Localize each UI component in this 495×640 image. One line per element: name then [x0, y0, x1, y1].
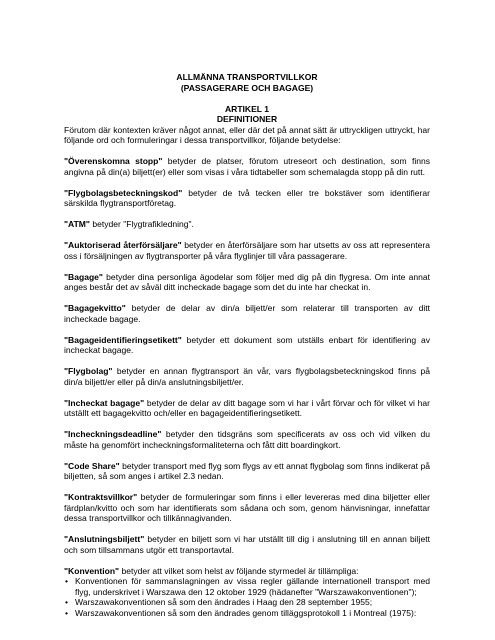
- definition-paragraph: [64, 335, 430, 356]
- definition-term: "Incheckat bagage": [64, 397, 145, 408]
- definition-term: "Överenskomna stopp": [64, 156, 163, 166]
- document-title: [64, 72, 430, 125]
- convention-list: [64, 576, 430, 618]
- list-item: [64, 576, 430, 597]
- title-line-1: ALLMÄNNA TRANSPORTVILLKOR: [176, 72, 318, 82]
- list-item-text: Warszawakonventionen så som den ändrades genom tilläggsprotokoll 1 i Montreal (1975):: [75, 607, 417, 618]
- definition-text: betyder de formuleringar som finns i eller levereras med dina biljetter eller färdplan/kvitto och som har identifierats som sådana och som, genom hänvisningar, innefattar dessa transportvillkor och tillkännagivanden.: [64, 492, 430, 523]
- definition-term: "Konvention": [64, 565, 120, 576]
- definition-term: "Flygbolagsbeteckningskod": [64, 187, 183, 198]
- definition-paragraph: [64, 461, 430, 482]
- definition-text: betyder dina personliga ägodelar som följer med dig på din flygresa. Om inte annat anges består det av såväl ditt incheckade bagage som det du inte har checkat in.: [64, 271, 430, 292]
- definition-text: betyder ett dokument som utställs enbart för identifiering av incheckat bagage.: [64, 334, 430, 355]
- definition-paragraph: [64, 188, 430, 209]
- definition-text: betyder transport med flyg som flygs av ett annat flygbolag som finns indikerat på biljetten, så som anges i artikel 2.3 nedan.: [64, 460, 430, 481]
- definition-term: "Bagageidentifieringsetikett": [64, 334, 182, 345]
- definition-paragraph: [64, 366, 430, 387]
- bullet-icon: •: [65, 607, 68, 618]
- definition-text: betyder en biljett som vi har utställt till dig i anslutning till en annan biljett och som tillsammans utgör ett transportavtal.: [64, 534, 430, 555]
- bullet-icon: •: [65, 597, 68, 607]
- definition-term: "Flygbolag": [64, 366, 113, 376]
- definition-text: betyder "Flygtrafikledning".: [89, 219, 194, 229]
- definition-paragraph: [64, 429, 430, 450]
- definition-paragraph: [64, 534, 430, 555]
- definition-text: betyder att vilket som helst av följande styrmedel är tillämpliga:: [119, 565, 359, 576]
- definition-term: "ATM": [64, 219, 90, 229]
- article-subheading: DEFINITIONER: [216, 114, 278, 124]
- definition-term: "Kontraktsvillkor": [64, 492, 138, 502]
- definition-term: "Auktoriserad återförsäljare": [64, 240, 182, 250]
- definition-paragraph: [64, 492, 430, 524]
- list-item: [64, 608, 430, 619]
- definition-paragraph: [64, 240, 430, 261]
- definition-term: "Anslutningsbiljett": [64, 534, 145, 544]
- title-line-2: (PASSAGERARE OCH BAGAGE): [180, 82, 314, 93]
- definition-term: "Code Share": [64, 460, 120, 471]
- bullet-icon: •: [65, 576, 68, 586]
- list-item-text: Konventionen för sammanslagningen av vissa regler gällande internationell transport med flyg, underskrivet i Warszawa den 12 oktober 1929 (hädanefter "Warszawakonventionen");: [75, 576, 430, 597]
- definition-paragraph: [64, 398, 430, 419]
- document-page: [64, 72, 430, 618]
- definition-paragraph: [64, 272, 430, 293]
- definition-text: betyder en annan flygtransport än vår, vars flygbolagsbeteckningskod finns på din/a biljett/er eller på din/a anslutningsbiljett/er.: [64, 366, 430, 387]
- definition-paragraph: [64, 219, 430, 230]
- definition-term: "Incheckningsdeadline": [64, 429, 162, 439]
- definition-text: betyder de delar av ditt bagage som vi har i vårt förvar och för vilket vi har utställt ett bagagekvitto och/eller en bagageidentifieringsetikett.: [64, 397, 430, 418]
- definition-text: betyder de delar av din/a biljett/er som relaterar till transporten av ditt incheckade bagage.: [64, 303, 430, 324]
- list-item-text: Warszawakonventionen så som den ändrades i Haag den 28 september 1955;: [75, 597, 373, 607]
- definition-paragraph: [64, 303, 430, 324]
- convention-paragraph: [64, 566, 430, 577]
- intro-paragraph: Förutom där kontexten kräver något annat, eller där det på annat sätt är uttryckligen uttryckt, har följande ord och formuleringar i dessa transportvillkor, följande betydelse:: [64, 124, 430, 145]
- definition-term: "Bagagekvitto": [64, 303, 126, 313]
- definition-text: betyder en återförsäljare som har utsetts av oss att representera oss i försäljningen av flygtransporter på våra flyglinjer till våra passagerare.: [64, 240, 430, 261]
- definition-text: betyder de platser, förutom utreseort och destination, som finns angivna på din(a) biljett(er) eller som visas i våra tidtabeller som schemalagda stopp på din rutt.: [64, 156, 431, 177]
- article-heading: ARTIKEL 1: [224, 103, 269, 114]
- definition-paragraph: [64, 156, 430, 177]
- definition-text: betyder de två tecken eller tre bokstäver som identifierar särskilda flygtransportföretag.: [64, 187, 430, 208]
- list-item: [64, 597, 430, 608]
- definition-term: "Bagage": [64, 271, 103, 282]
- definition-text: betyder den tidsgräns som specificerats av oss och vid vilken du måste ha genomfört incheckningsformaliteterna och fått ditt boardingkort.: [64, 429, 430, 450]
